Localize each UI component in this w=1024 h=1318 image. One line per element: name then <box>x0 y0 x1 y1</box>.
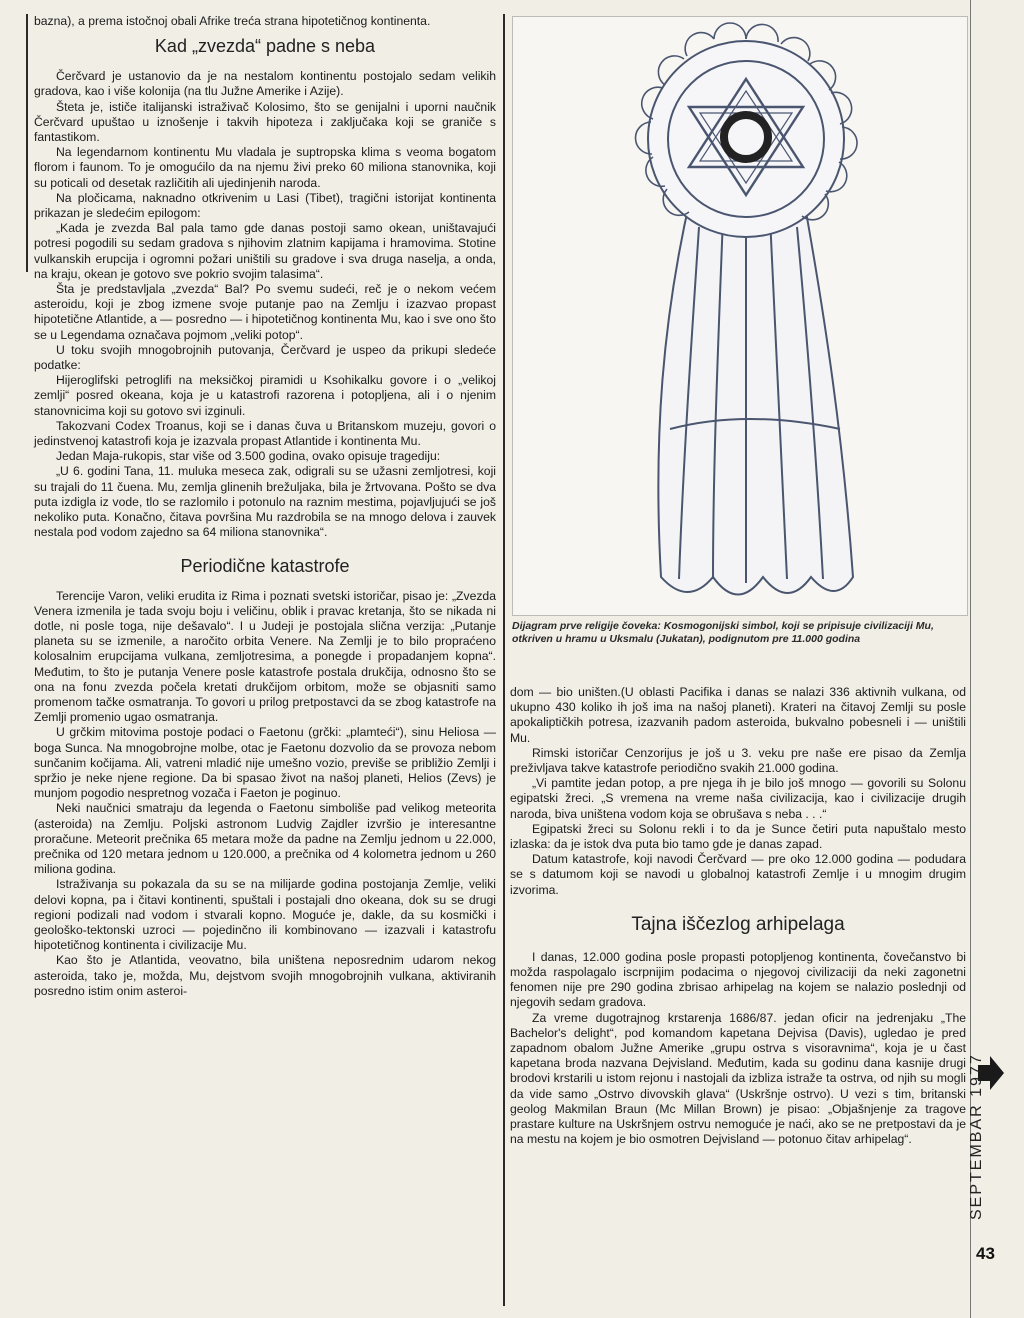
paragraph: U toku svojih mnogobrojnih putovanja, Čerčvard je uspeo da prikupi sledeće podatke: <box>34 342 496 373</box>
paragraph: Jedan Maja-rukopis, star više od 3.500 godina, ovako opisuje tragediju: <box>56 449 441 464</box>
paragraph: Šta je predstavljala „zvezda“ Bal? Po svemu sudeći, reč je o nekom većem asteroidu, koji je zbog izmene svoje putanje pao na Zemlju i izazvao propast hipotetične Atlantide, a — posredno — i hipotetičnog kontinenta Mu, kao i sve ono što se u Legendama označava pojmom „veliki potop“. <box>34 282 496 342</box>
paragraph: Rimski istoričar Cenzorijus je još u 3. veku pre naše ere pisao da Zemlja preživljava takve katastrofe periodično svakih 21.000 godina. <box>510 745 966 776</box>
section-heading-star-falls: Kad „zvezda“ padne s neba <box>154 36 376 57</box>
paragraph: I danas, 12.000 godina posle propasti potopljenog kontinenta, čovečanstvo bi možda raspolagalo iscrpnijim podacima o njegovoj civilizaciji da neki zagonetni fenomen nije pre 290 godina zbrisao arhipelag na kojem se nalazio poslednji od njegovih sedam gradova. <box>510 949 966 1010</box>
cosmogonic-star-medallion-icon <box>513 17 967 615</box>
section-heading-periodic-catastrophes: Periodične katastrofe <box>180 555 350 576</box>
paragraph: Takozvani Codex Troanus, koji se i danas čuva u Britanskom muzeju, govori o jedinstvenoj katastrofi koja je izazvala propast Atlantide i kontinenta Mu. <box>34 418 496 449</box>
center-column-rule <box>503 14 505 1306</box>
quote-paragraph: „Kada je zvezda Bal pala tamo gde danas postoji samo okean, uništavajući potresi pogodili su sedam gradova s njihovim zlatnim kapijama i hramovima. Stotine vulkanskih erupcija i ogromni požari uništili su gradove i sva druga naselja, a onda, na kraju, okean je gotovo sve pokrio svojim talasima“. <box>34 221 496 281</box>
figure-frame <box>512 16 968 616</box>
paragraph: U grčkim mitovima postoje podaci o Faetonu (grčki: „plamteći“), sinu Heliosa — boga Sunca. Na mnogobrojne molbe, otac je Faetonu dozvolio da se provoza nebom sunčanim kočijama. Ali, vatreni mladić nije umešno vozio, previše se približio Zemlji i spržio je neke njene regione. Da bi spasao život na našoj planeti, Helios (Zevs) je munjom pogodio nespretnog vozača i Faeton je poginuo. <box>34 725 496 801</box>
paragraph: Datum katastrofe, koji navodi Čerčvard — pre oko 12.000 godina — podudara se s datumom koji se navodi u globalnoj katastrofi Zemlje i u mnogim drugim izvorima. <box>510 852 966 897</box>
section-heading-vanished-archipelago: Tajna iščezlog arhipelaga <box>631 913 845 935</box>
paragraph: Terencije Varon, veliki erudita iz Rima i poznati svetski istoričar, pisao je: „Zvezda Venera izmenila je tada svoju boju i veličinu, oblik i pravac kretanja, što se nikada ni dotle, ni posle toga, nije dešavalo“. I u Judeji je postojala slična verzija: „Putanje planeta su se izmenile, a naročito orbita Venere. Na Zemlji je to bilo propraćeno kolosalnim erupcijama vulkana, zemljotresima, a ponegde i propadanjem kopna“. Međutim, to što je putanja Venere posle katastrofe postala drukčija, odnosno što se ona na fonu zvezda počela kretati drukčijom orbitom, može se objasniti samo promenom tačke osmatranja. To govori u prilog pretpostavci da se zbog katastrofe na Zemlji promenio ugao osmatranja. <box>34 588 496 725</box>
left-column-rule <box>26 14 28 272</box>
paragraph: Za vreme dugotrajnog krstarenja 1686/87. jedan oficir na jedrenjaku „The Bachelor's delight“, pod komandom kapetana Dejvisa (Davis), ugledao je pred zapadnom obalom Južne Amerike „grupu ostrva s visoravnima“, koja je u čast kapetana broda nazvana Dejvisland. Međutim, kada su godinu dana kasnije drugi brodovi krstarili u istom rejonu i nastojali da izbliza istraže ta ostrva, od njih su mogli da vide samo „Ostrvo divovskih glava“ (Uskršnje ostrvo). U vezi s tim, britanski geolog Makmilan Braun (Mc Millan Brown) je pisao: „Objašnjenje za tragove prastare kulture na Uskršnjem ostrvu nemoguće je naći, ako se ne pretpostavi da je na mestu na kojem je bio osmotren Dejvisland — potonuo čitav arhipelag“. <box>510 1010 966 1147</box>
paragraph: Neki naučnici smatraju da legenda o Faetonu simboliše pad velikog meteorita (asteroida) na Zemlju. Poljski astronom Ludvig Zajdler izvršio je interesantne proračune. Meteorit prečnika 65 metara može da padne na Zemlju jednom u 22.000, prečnika od 120 metara jednom u 120.000, a prečnika od 4 kolometra jednom u 260 miliona godina. <box>34 801 496 877</box>
paragraph: Egipatski žreci su Solonu rekli i to da je Sunce četiri puta napuštalo mesto izlaska: da je istok dva puta bio tamo gde je danas zapad. <box>510 821 966 852</box>
paragraph: dom — bio uništen.(U oblasti Pacifika i danas se nalazi 336 aktivnih vulkana, od ukupno 430 koliko ih još ima na našoj planeti). Krateri na čitavoj Zemlji su posle apokaliptičkih potresa, izazvanih padom asteroida, bukvalno pobesneli i — uništili Mu. <box>510 685 966 745</box>
page-number: 43 <box>976 1244 995 1263</box>
right-text-column <box>510 685 966 1147</box>
figure-caption: Dijagram prve religije čoveka: Kosmogonijski simbol, koji se pripisuje civilizaciji Mu, otkriven u hramu u Uksmalu (Jukatan), podignutom pre 11.000 godina <box>512 620 934 645</box>
issue-month-label: SEPTEMBAR 1977 <box>968 1053 985 1220</box>
paragraph: Šteta je, ističe italijanski istraživač Kolosimo, što se genijalni i uporni naučnik Čerčvard upuštao u iznošenje i takvih hipoteza i zaključaka koji se graniče s fantastikom. <box>34 99 496 145</box>
intro-paragraph: bazna), a prema istočnoj obali Afrike treća strana hipotetičnog kontinenta. <box>34 14 431 28</box>
quote-paragraph: „Vi pamtite jedan potop, a pre njega ih je bilo još mnogo — govorili su Solonu egipatski žreci. „S vremena na vreme naša civilizacija, kao i civilizacije drugih naroda, biva uništena vodom koja se obrušava s neba . . .“ <box>510 776 966 821</box>
left-text-column <box>34 14 496 999</box>
quote-paragraph: „U 6. godini Tana, 11. muluka meseca zak, odigrali su se užasni zemljotresi, koji su trajali do 11 čuena. Mu, zemlja glinenih brežuljaka, bila je žrtvovana. Pošto se dva puta izdigla iz vode, tlo se razlomilo i potonulo na raznim mestima, pojavljujući se još nekoliko puta. Konačno, čitava površina Mu razdrobila se na mnogo delova i zauvek nestala pod vodom zajedno sa 64 miliona stanovnika“. <box>34 464 496 540</box>
paragraph: Kao što je Atlantida, veovatno, bila uništena neposrednim udarom nekog asteroida, tako je, možda, Mu, dejstvom svojih mnogobrojnih vulkana, aktiviranih posredno istim onim asteroi- <box>34 953 496 998</box>
paragraph: Čerčvard je ustanovio da je na nestalom kontinentu postojalo sedam velikih gradova, kao i više kolonija (na tlu Južne Amerike i Azije). <box>34 69 496 99</box>
paragraph: Hijeroglifski petroglifi na meksičkoj piramidi u Ksohikalku govore i o „velikoj zemlji“ posred okeana, koja je u katastrofi razorena i potopljena, ali i o njenim stanovnicima koji su gotovo svi izginuli. <box>34 373 496 418</box>
paragraph: Na legendarnom kontinentu Mu vladala je suptropska klima s veoma bogatom florom i faunom. To je omogućilo da na njemu živi preko 60 miliona stanovnika, koji su poticali od desetak različitih ali ujedinjenih naroda. <box>34 145 496 190</box>
paragraph: Na pločicama, naknadno otkrivenim u Lasi (Tibet), tragični istorijat kontinenta prikazan je sledećim epilogom: <box>34 190 496 221</box>
paragraph: Istraživanja su pokazala da su se na milijarde godina postojanja Zemlje, veliki delovi kopna, pa i čitavi kontinenti, spuštali i postajali dno okeana, dok su se drugi regioni podizali nad vodom i stvarali kopno. Moguće je, dakle, da su kosmički i geološko-tektonski uzroci — pojedinčno ili kombinovano — izazvali i katastrofu hipotetičnog kontinenta i civilizacije Mu. <box>34 877 496 953</box>
